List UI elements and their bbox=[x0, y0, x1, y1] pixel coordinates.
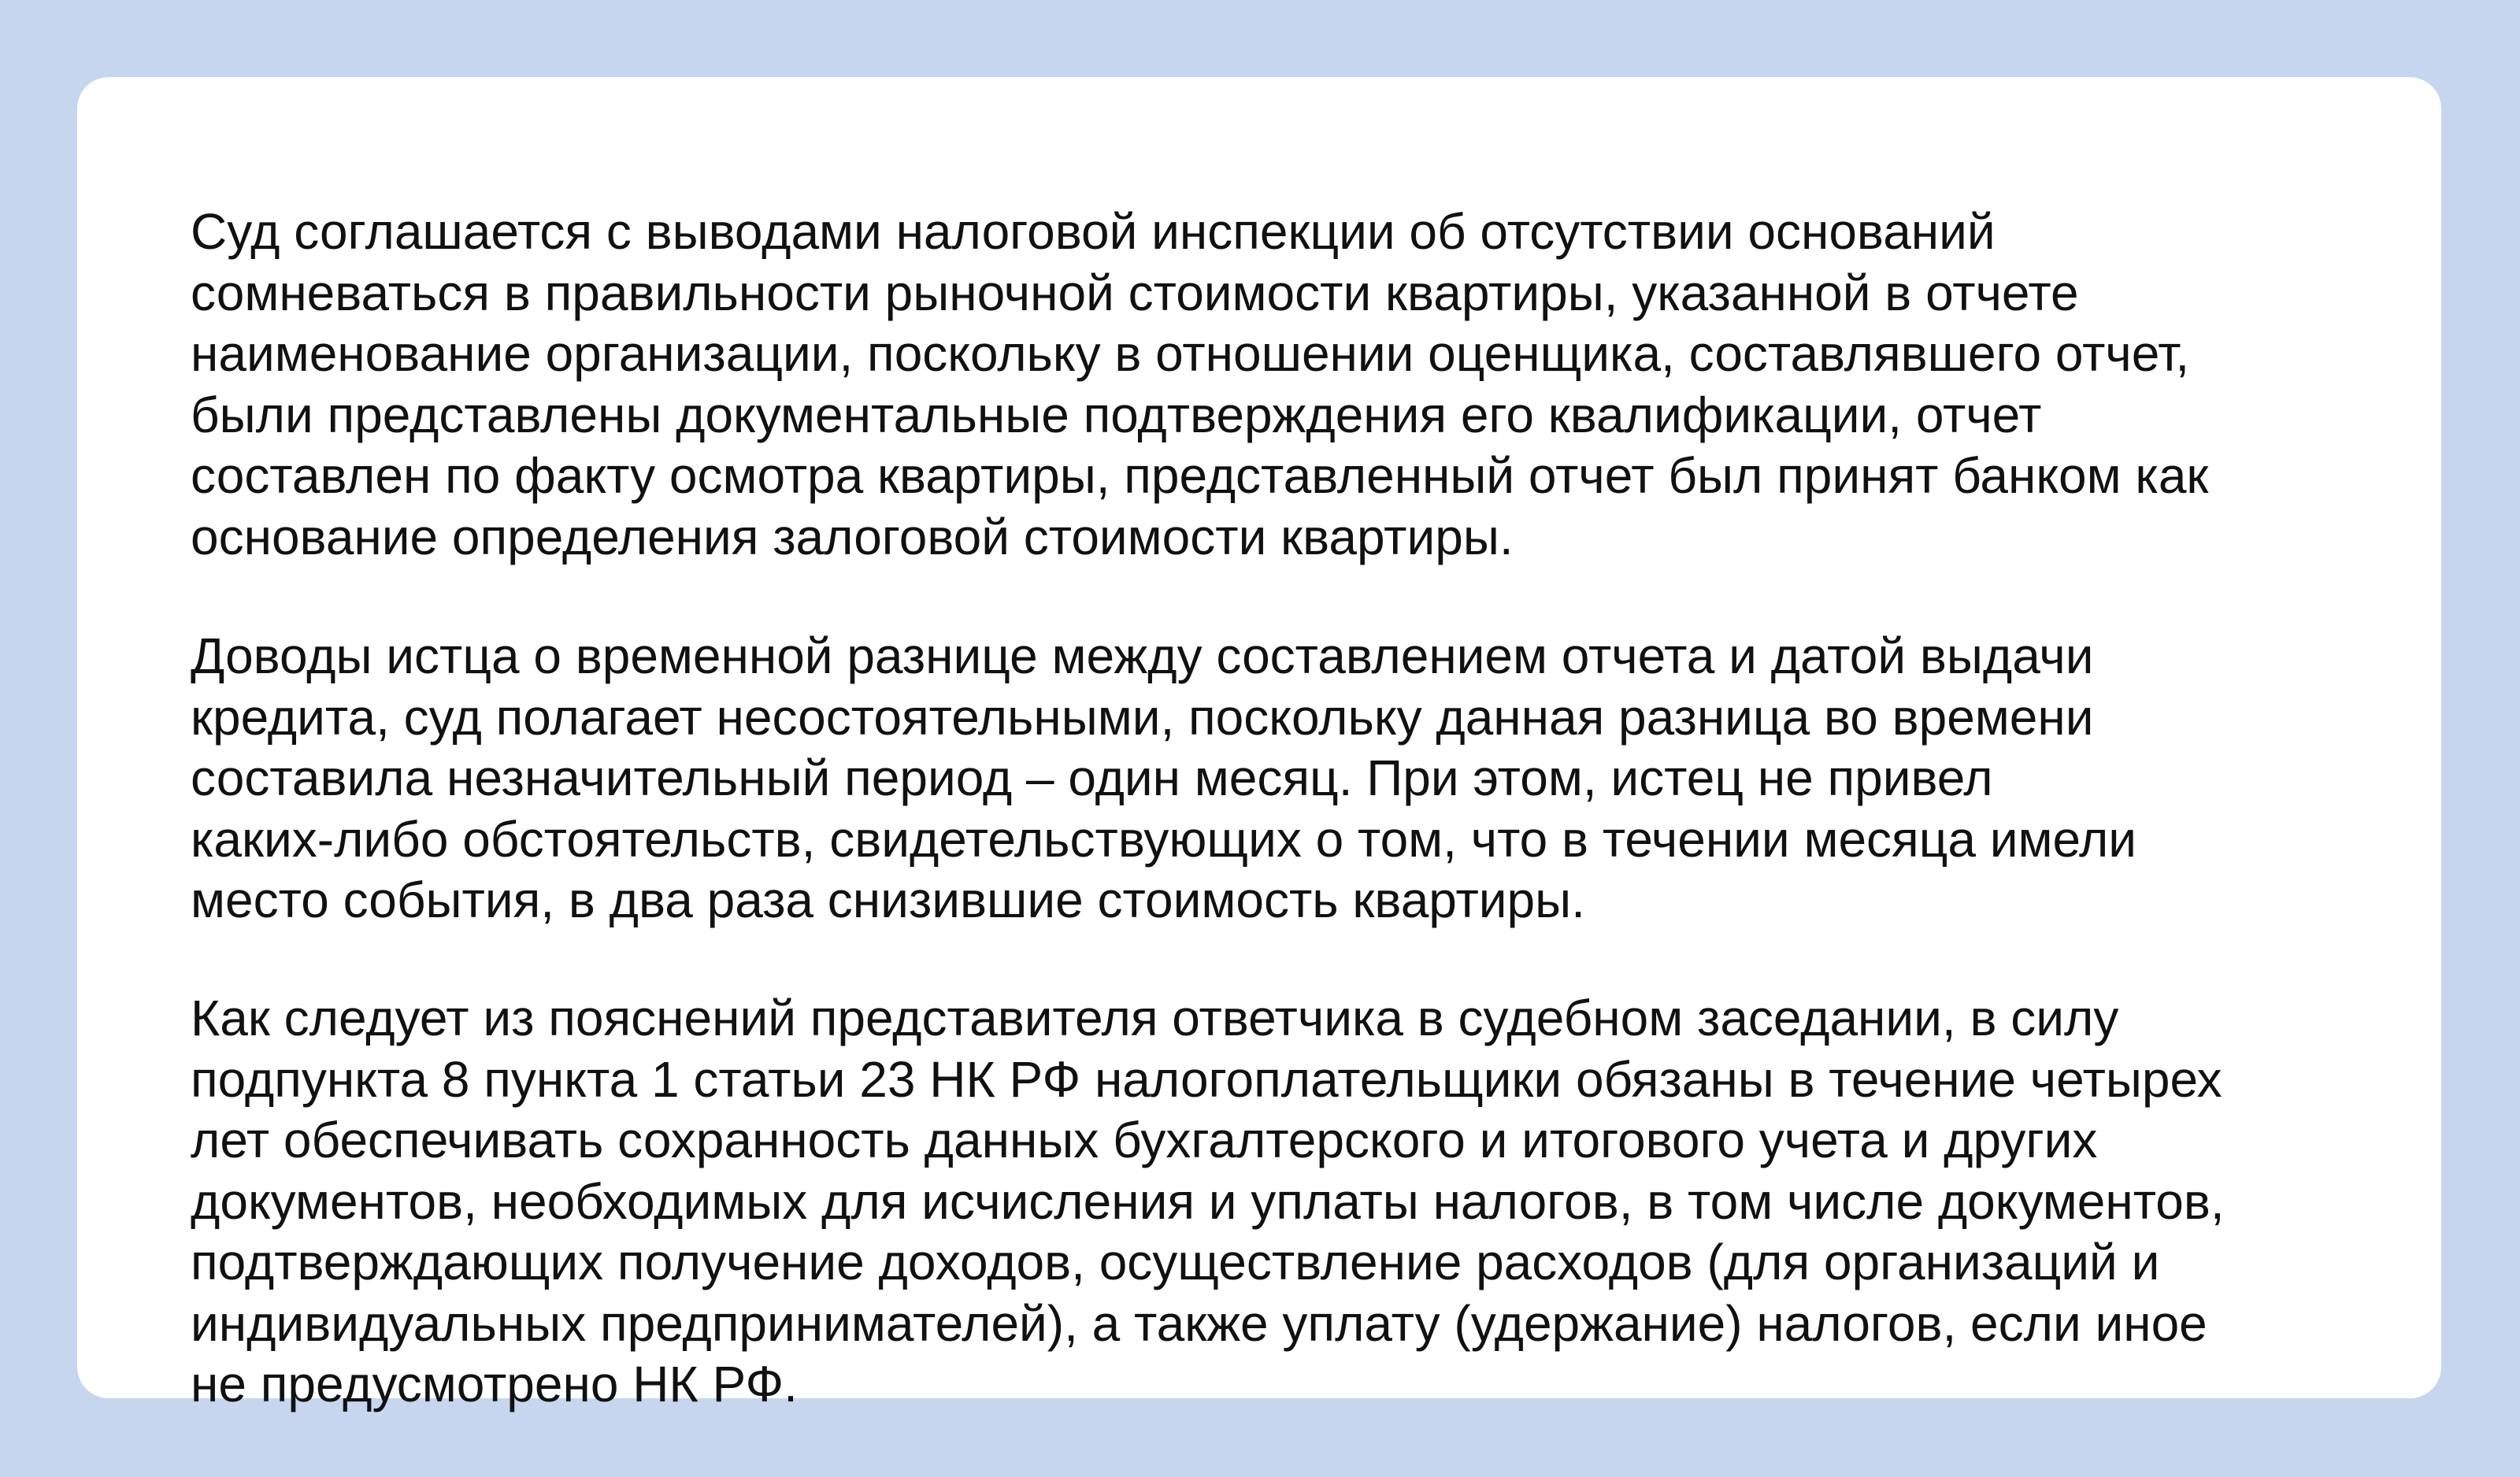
text-line: документов, необходимых для исчисления и уплаты налогов, в том числе документов, bbox=[191, 1172, 2225, 1230]
text-line: индивидуальных предпринимателей), а также уплату (удержание) налогов, если иное bbox=[191, 1294, 2207, 1352]
text-line: составлен по факту осмотра квартиры, представленный отчет был принят банком как bbox=[191, 447, 2209, 504]
text-line: сомневаться в правильности рыночной стоимости квартиры, указанной в отчете bbox=[191, 264, 2079, 321]
text-line: место события, в два раза снизившие стоимость квартиры. bbox=[191, 872, 1585, 928]
text-line: составила незначительный период – один месяц. При этом, истец не привел bbox=[191, 750, 1993, 806]
paragraph-3 bbox=[191, 988, 2225, 1416]
document-card bbox=[77, 77, 2441, 1412]
text-line: были представлены документальные подтверждения его квалификации, отчет bbox=[191, 386, 2042, 443]
text-line: подпункта 8 пункта 1 статьи 23 НК РФ налогоплательщики обязаны в течение четырех bbox=[191, 1050, 2222, 1108]
text-line: основание определения залоговой стоимости квартиры. bbox=[191, 508, 1514, 565]
text-line: Как следует из пояснений представителя ответчика в судебном заседании, в силу bbox=[191, 990, 2119, 1046]
text-line: Суд соглашается с выводами налоговой инспекции об отсутствии оснований bbox=[191, 203, 1996, 260]
paragraph-2 bbox=[191, 626, 2136, 931]
text-line: не предусмотрено НК РФ. bbox=[191, 1356, 798, 1412]
text-line: наименование организации, поскольку в отношении оценщика, составлявшего отчет, bbox=[191, 325, 2190, 382]
text-line: Доводы истца о временной разнице между составлением отчета и датой выдачи bbox=[191, 627, 2094, 684]
paragraph-1 bbox=[191, 202, 2208, 568]
text-line: каких-либо обстоятельств, свидетельствующих о том, что в течении месяца имели bbox=[191, 810, 2137, 868]
text-line: подтверждающих получение доходов, осуществление расходов (для организаций и bbox=[191, 1234, 2160, 1290]
text-line: лет обеспечивать сохранность данных бухгалтерского и итогового учета и других bbox=[191, 1112, 2098, 1168]
text-line: кредита, суд полагает несостоятельными, поскольку данная разница во времени bbox=[191, 688, 2094, 746]
